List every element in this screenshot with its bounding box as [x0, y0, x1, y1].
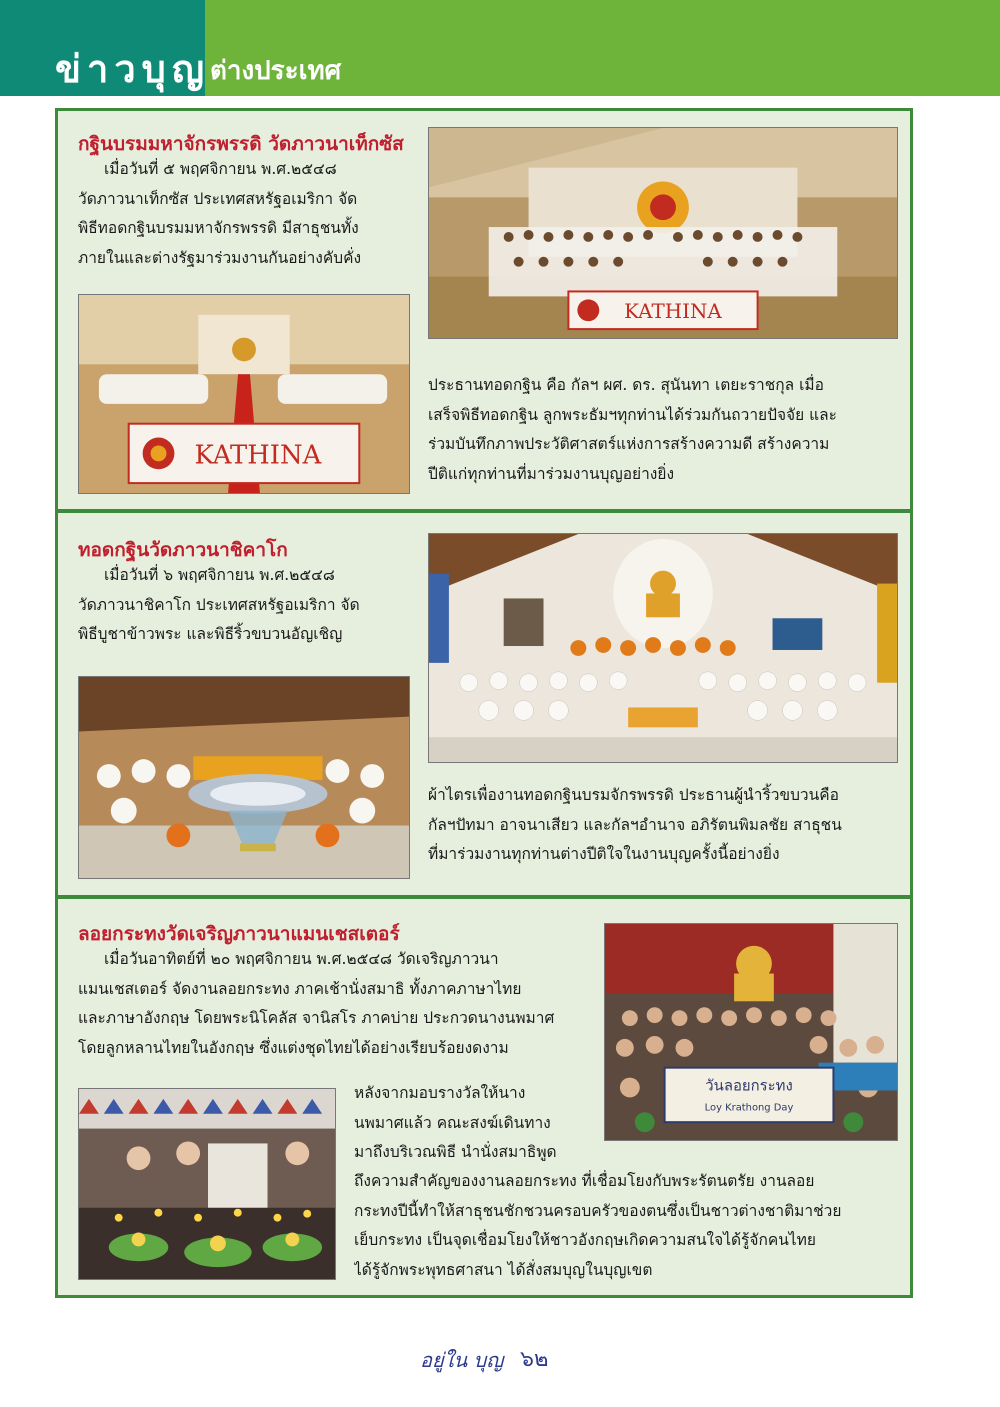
- body-line: ถึงความสำคัญของงานลอยกระทง ที่เชื่อมโยงกับพระรัตนตรัย งานลอย: [354, 1172, 815, 1190]
- banner-text: KATHINA: [624, 300, 722, 324]
- magazine-section-title: ข่าวบุญ: [55, 47, 211, 91]
- body-line: ปีติแก่ทุกท่านที่มาร่วมงานบุญอย่างยิ่ง: [428, 464, 675, 483]
- body-line: ที่มาร่วมงานทุกท่านต่างปีติใจในงานบุญครั้งนี้อย่างยิ่ง: [428, 845, 780, 863]
- article-intro: [78, 561, 418, 650]
- header-bar: [0, 0, 1000, 96]
- body-line: ประธานทอดกฐิน คือ กัลฯ ผศ. ดร. สุนันทา เตยะราชกุล เมื่อ: [428, 376, 824, 394]
- body-line: ผ้าไตรเพื่องานทอดกฐินบรมจักรพรรดิ ประธานผู้นำริ้วขบวนคือ: [428, 786, 839, 804]
- intro-line: เมื่อวันที่ ๕ พฤศจิกายน พ.ศ.๒๕๔๘: [104, 160, 337, 178]
- intro-line: พิธีทอดกฐินบรมมหาจักรพรรดิ มีสาธุชนทั้ง: [78, 219, 359, 237]
- body-line: ร่วมบันทึกภาพประวัติศาสตร์แห่งการสร้างความดี สร้างความ: [428, 435, 830, 453]
- intro-line: เมื่อวันที่ ๖ พฤศจิกายน พ.ศ.๒๕๔๘: [104, 566, 335, 584]
- body-line: เสร็จพิธีทอดกฐิน ลูกพระธัมฯทุกท่านได้ร่วมกันถวายปัจจัย และ: [428, 405, 837, 424]
- wrap-line: มาถึงบริเวณพิธี นำนั่งสมาธิพูด: [354, 1143, 557, 1161]
- body-line: เย็บกระทง เป็นจุดเชื่อมโยงให้ชาวอังกฤษเกิดความสนใจได้รู้จักคนไทย: [354, 1231, 816, 1249]
- article-body: [354, 1167, 898, 1285]
- page-number: ๖๒: [520, 1347, 549, 1372]
- article-wrap-text: [354, 1079, 586, 1168]
- photo-group-ceremony: [428, 127, 898, 339]
- page-footer: [420, 1340, 580, 1380]
- body-line: กัลฯปัทมา อาจนาเสียว และกัลฯอำนาจ อภิรัตนพิมลชัย สาธุชน: [428, 815, 842, 834]
- article-title: กฐินบรมมหาจักรพรรดิ วัดภาวนาเท็กซัส: [78, 133, 404, 155]
- article-intro: [78, 945, 586, 1063]
- banner-text: วันลอยกระทง: [705, 1076, 793, 1095]
- article-body: [428, 781, 898, 870]
- intro-line: วัดภาวนาชิคาโก ประเทศสหรัฐอเมริกา จัด: [78, 595, 360, 614]
- banner-text: KATHINA: [194, 440, 322, 471]
- magazine-logo: อยู่ใน บุญ: [420, 1348, 504, 1372]
- news-panel-texas: [55, 108, 913, 512]
- body-line: กระทงปีนี้ทำให้สาธุชนชักชวนครอบครัวของตนซึ่งเป็นชาวต่างชาติมาช่วย: [354, 1201, 842, 1220]
- photo-loy-krathong-crowd: [604, 923, 898, 1141]
- photo-krathong-candles: [78, 1088, 336, 1280]
- article-body: [428, 371, 898, 489]
- news-panel-chicago: [55, 510, 913, 898]
- intro-line: และภาษาอังกฤษ โดยพระนิโคลัส จานิสโร ภาคบ่าย ประกวดนางนพมาศ: [78, 1009, 555, 1027]
- news-panel-manchester: [55, 896, 913, 1298]
- photo-monks-gathering: [428, 533, 898, 763]
- article-title: ทอดกฐินวัดภาวนาชิคาโก: [78, 539, 288, 561]
- intro-line: แมนเชสเตอร์ จัดงานลอยกระทง ภาคเช้านั่งสมาธิ ทั้งภาคภาษาไทย: [78, 979, 522, 998]
- intro-line: เมื่อวันอาทิตย์ที่ ๒๐ พฤศจิกายน พ.ศ.๒๕๔๘ วัดเจริญภาวนา: [104, 950, 499, 968]
- body-line: ได้รู้จักพระพุทธศาสนา ได้สั่งสมบุญในบุญเขต: [354, 1260, 653, 1279]
- wrap-line: นพมาศแล้ว คณะสงฆ์เดินทาง: [354, 1113, 551, 1132]
- banner-subtext: Loy Krathong Day: [704, 1102, 794, 1114]
- photo-meditation-hall: [78, 294, 410, 494]
- article-intro: [78, 155, 418, 273]
- intro-line: วัดภาวนาเท็กซัส ประเทศสหรัฐอเมริกา จัด: [78, 189, 358, 208]
- magazine-section-subtitle: ต่างประเทศ: [210, 56, 342, 86]
- intro-line: พิธีบูชาข้าวพระ และพิธีริ้วขบวนอัญเชิญ: [78, 625, 343, 643]
- wrap-line: หลังจากมอบรางวัลให้นาง: [354, 1084, 526, 1102]
- article-title: ลอยกระทงวัดเจริญภาวนาแมนเชสเตอร์: [78, 923, 400, 945]
- intro-line: ภายในและต่างรัฐมาร่วมงานกันอย่างคับคั่ง: [78, 248, 362, 267]
- photo-offering-bowl: [78, 676, 410, 879]
- intro-line: โดยลูกหลานไทยในอังกฤษ ซึ่งแต่งชุดไทยได้อย่างเรียบร้อยงดงาม: [78, 1038, 509, 1057]
